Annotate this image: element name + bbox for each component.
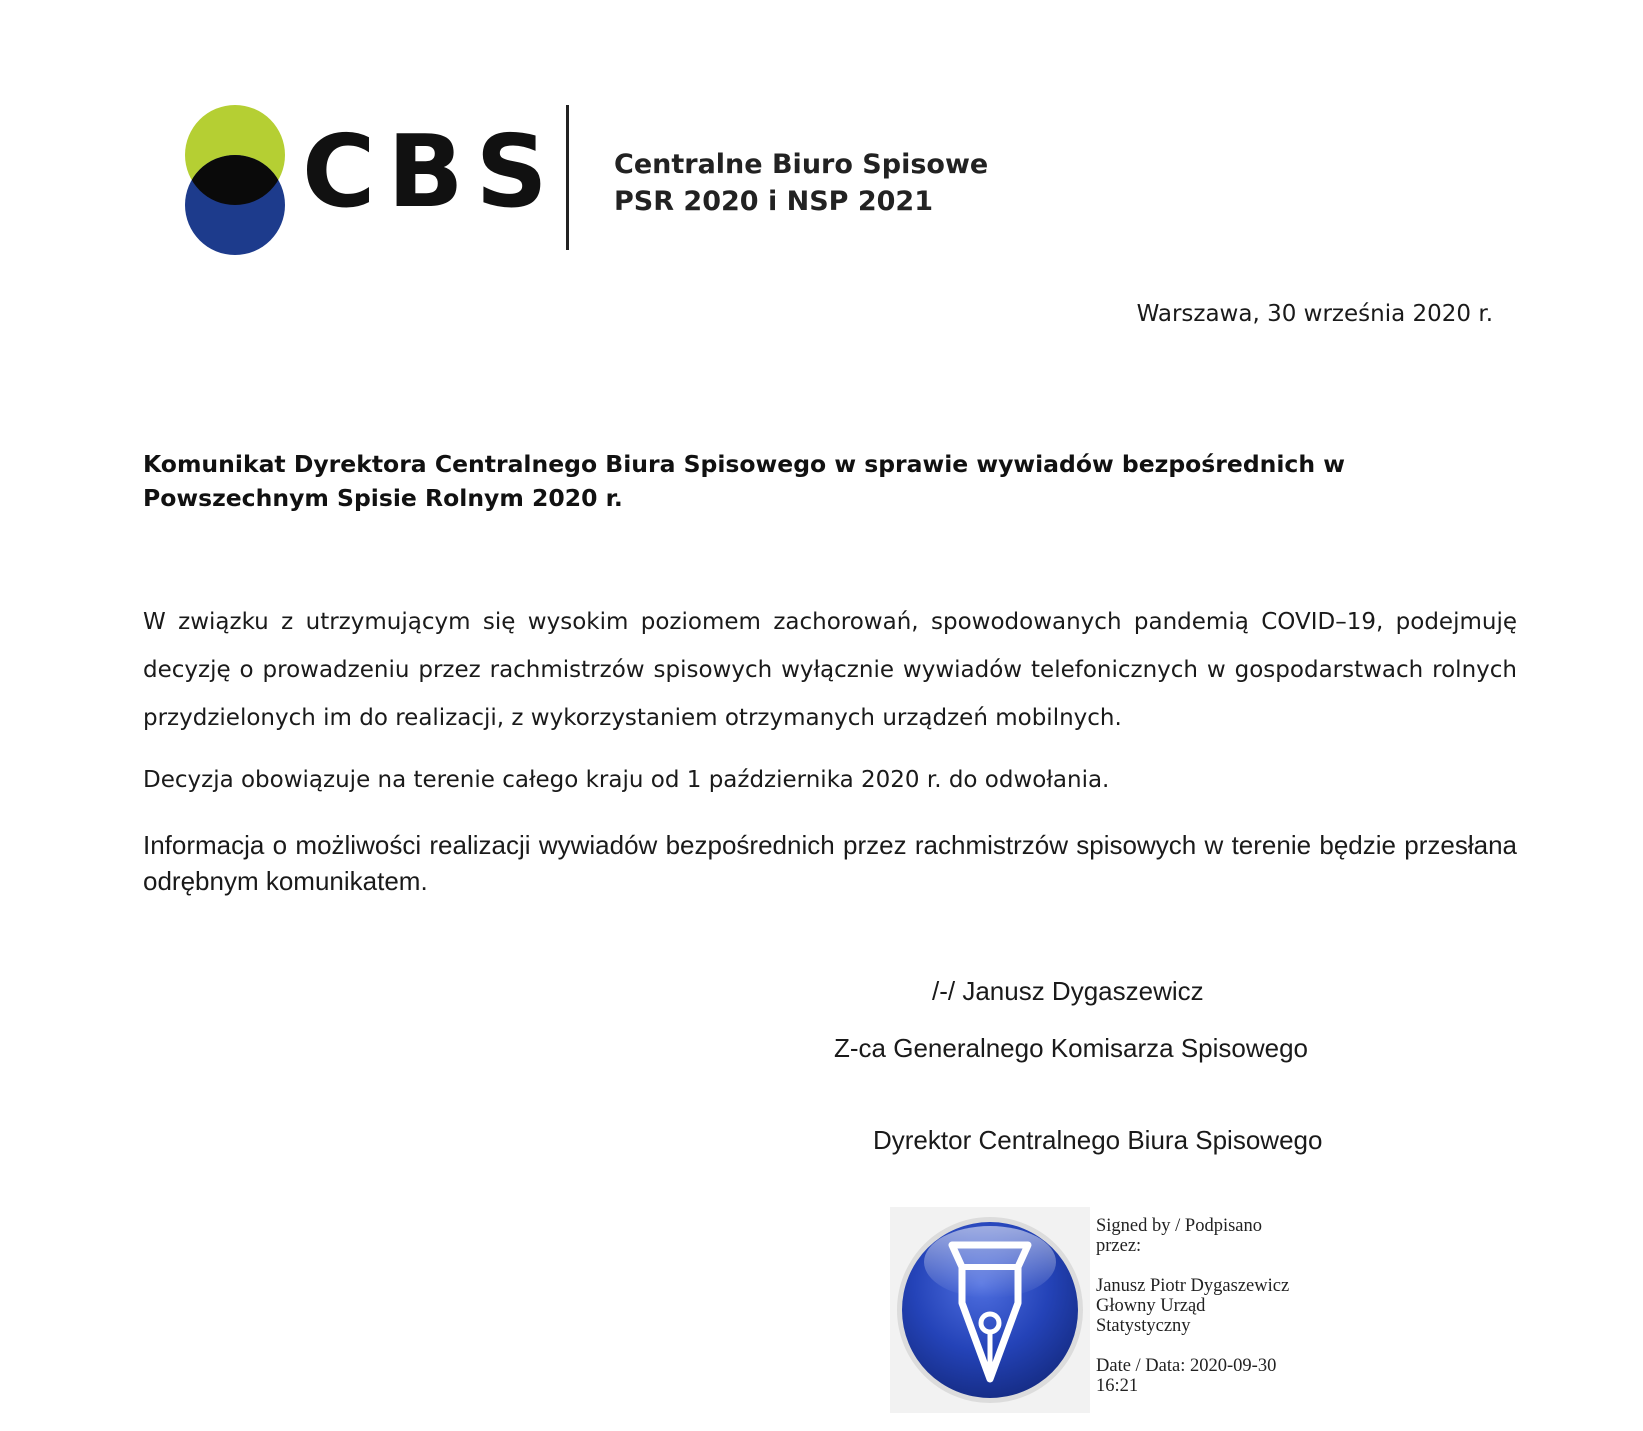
- signatory-role-2: Dyrektor Centralnego Biura Spisowego: [873, 1125, 1323, 1155]
- cbs-logo-mark: [185, 105, 285, 255]
- logo-divider: [566, 105, 569, 250]
- organization-line-1: Centralne Biuro Spisowe: [614, 149, 989, 180]
- signer-organization-2: Statystyczny: [1096, 1316, 1191, 1336]
- signer-organization-1: Głowny Urząd: [1096, 1296, 1206, 1316]
- stamp-orb-shine: [924, 1226, 1056, 1298]
- body-paragraph-2: Decyzja obowiązuje na terenie całego kraju od 1 października 2020 r. do odwołania.: [143, 767, 1110, 793]
- signatory-name: /-/ Janusz Dygaszewicz: [932, 976, 1204, 1006]
- body-paragraph-1: W związku z utrzymującym się wysokim poziomem zachorowań, spowodowanych pandemią COVID–19, podejmuję decyzję o prowadzeniu przez rachmistrzów spisowych wyłącznie wywiadów telefonicznych w gospodarstwach rolnych przydzielonych im do realizacji, z wykorzystaniem otrzymanych urządzeń mobilnych.: [143, 609, 1517, 731]
- body-paragraph-3: Informacja o możliwości realizacji wywiadów bezpośrednich przez rachmistrzów spisowych w terenie będzie przesłana odrębnym komunikatem.: [143, 830, 1517, 896]
- logo-wordmark: CBS: [302, 113, 560, 230]
- organization-line-2: PSR 2020 i NSP 2021: [614, 186, 934, 217]
- signed-by-label-2: przez:: [1096, 1236, 1142, 1256]
- place-and-date: Warszawa, 30 września 2020 r.: [1136, 301, 1493, 327]
- digital-signature-details: [1096, 1216, 1289, 1396]
- document-title: Komunikat Dyrektora Centralnego Biura Spisowego w sprawie wywiadów bezpośrednich w Powszechnym Spisie Rolnym 2020 r.: [143, 450, 1345, 512]
- fountain-pen-nib-icon: [890, 1207, 1090, 1413]
- signature-date: Date / Data: 2020-09-30: [1096, 1356, 1277, 1376]
- organization-name: [614, 146, 988, 220]
- signed-by-label-1: Signed by / Podpisano: [1096, 1216, 1262, 1236]
- signature-time: 16:21: [1096, 1376, 1139, 1396]
- signer-name: Janusz Piotr Dygaszewicz: [1096, 1276, 1290, 1296]
- signatory-role-1: Z-ca Generalnego Komisarza Spisowego: [834, 1033, 1309, 1063]
